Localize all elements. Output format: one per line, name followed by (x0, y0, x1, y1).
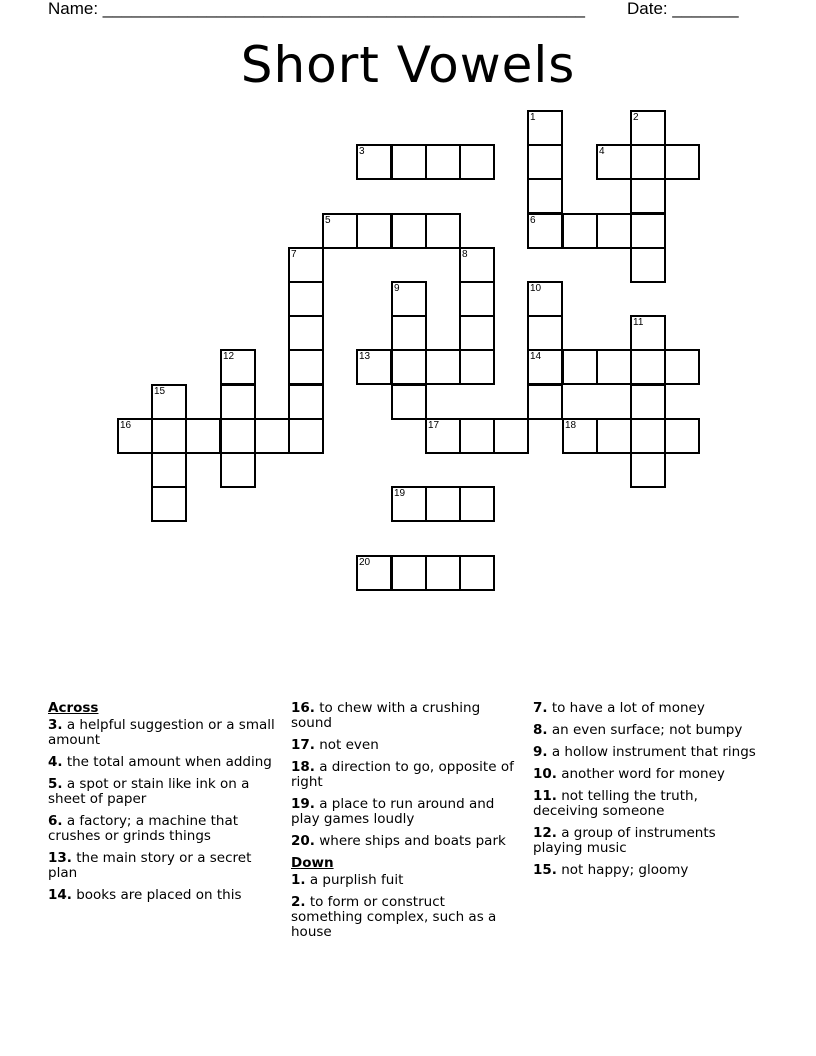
grid-cell[interactable] (425, 349, 461, 385)
clue-across-19: 19. a place to run around and play games loudly (291, 796, 495, 827)
grid-cell[interactable] (630, 213, 666, 249)
clues-column-1 (48, 701, 276, 910)
clue-down-7: 7. to have a lot of money (533, 700, 705, 716)
grid-cell[interactable] (562, 349, 598, 385)
grid-cell[interactable] (391, 144, 427, 180)
grid-cell[interactable] (288, 418, 324, 454)
grid-cell[interactable] (527, 315, 563, 351)
grid-cell[interactable] (562, 418, 598, 454)
clue-down-9: 9. a hollow instrument that rings (533, 744, 756, 760)
clue-across-17: 17. not even (291, 737, 379, 753)
grid-cell[interactable] (527, 110, 563, 146)
grid-cell[interactable] (425, 486, 461, 522)
grid-cell[interactable] (288, 384, 324, 420)
grid-cell[interactable] (391, 486, 427, 522)
clues-column-3 (533, 701, 765, 885)
clue-number: 20 (359, 557, 371, 568)
grid-cell[interactable] (459, 281, 495, 317)
grid-cell[interactable] (493, 418, 529, 454)
grid-cell[interactable] (664, 144, 700, 180)
grid-cell[interactable] (288, 247, 324, 283)
grid-cell[interactable] (151, 486, 187, 522)
grid-cell[interactable] (596, 349, 632, 385)
clue-number: 9 (394, 283, 400, 294)
grid-cell[interactable] (459, 144, 495, 180)
grid-cell[interactable] (356, 349, 392, 385)
clue-across-6: 6. a factory; a machine that crushes or grinds things (48, 813, 239, 844)
clue-down-1: 1. a purplish fuit (291, 872, 404, 888)
grid-cell[interactable] (459, 315, 495, 351)
grid-cell[interactable] (391, 555, 427, 591)
grid-cell[interactable] (220, 384, 256, 420)
clue-number: 7 (291, 249, 297, 260)
grid-cell[interactable] (322, 213, 358, 249)
clue-number: 4 (599, 146, 605, 157)
grid-cell[interactable] (151, 384, 187, 420)
grid-cell[interactable] (220, 418, 256, 454)
grid-cell[interactable] (425, 144, 461, 180)
grid-cell[interactable] (459, 247, 495, 283)
clue-across-3: 3. a helpful suggestion or a small amount (48, 717, 275, 748)
clue-number: 5 (325, 215, 331, 226)
grid-cell[interactable] (391, 281, 427, 317)
grid-cell[interactable] (459, 555, 495, 591)
clue-down-10: 10. another word for money (533, 766, 725, 782)
grid-cell[interactable] (356, 213, 392, 249)
clues-column-2 (291, 701, 519, 947)
grid-cell[interactable] (527, 281, 563, 317)
clue-number: 14 (530, 351, 542, 362)
grid-cell[interactable] (630, 418, 666, 454)
grid-cell[interactable] (527, 144, 563, 180)
grid-cell[interactable] (630, 452, 666, 488)
clue-number: 6 (530, 215, 536, 226)
grid-cell[interactable] (527, 349, 563, 385)
grid-cell[interactable] (630, 315, 666, 351)
grid-cell[interactable] (425, 418, 461, 454)
grid-cell[interactable] (664, 349, 700, 385)
clue-number: 10 (530, 283, 542, 294)
grid-cell[interactable] (356, 555, 392, 591)
clue-number: 11 (633, 317, 644, 328)
grid-cell[interactable] (527, 213, 563, 249)
grid-cell[interactable] (356, 144, 392, 180)
grid-cell[interactable] (527, 384, 563, 420)
down-heading: Down (291, 855, 334, 871)
clue-number: 18 (565, 420, 577, 431)
grid-cell[interactable] (630, 144, 666, 180)
grid-cell[interactable] (288, 315, 324, 351)
grid-cell[interactable] (459, 486, 495, 522)
clue-across-20: 20. where ships and boats park (291, 833, 506, 849)
grid-cell[interactable] (151, 418, 187, 454)
clue-number: 19 (394, 488, 406, 499)
date-field-label: Date: _______ (627, 0, 739, 18)
grid-cell[interactable] (596, 418, 632, 454)
grid-cell[interactable] (425, 213, 461, 249)
clue-number: 3 (359, 146, 365, 157)
grid-cell[interactable] (425, 555, 461, 591)
grid-cell[interactable] (151, 452, 187, 488)
grid-cell[interactable] (391, 349, 427, 385)
clue-across-18: 18. a direction to go, opposite of right (291, 759, 514, 790)
clue-across-14: 14. books are placed on this (48, 887, 242, 903)
clue-number: 8 (462, 249, 468, 260)
grid-cell[interactable] (459, 418, 495, 454)
grid-cell[interactable] (288, 349, 324, 385)
grid-cell[interactable] (562, 213, 598, 249)
grid-cell[interactable] (596, 144, 632, 180)
grid-cell[interactable] (459, 349, 495, 385)
grid-cell[interactable] (630, 247, 666, 283)
grid-cell[interactable] (288, 281, 324, 317)
across-heading: Across (48, 700, 99, 716)
clue-across-16: 16. to chew with a crushing sound (291, 700, 481, 731)
clue-across-5: 5. a spot or stain like ink on a sheet of paper (48, 776, 250, 807)
grid-cell[interactable] (630, 110, 666, 146)
grid-cell[interactable] (596, 213, 632, 249)
clue-down-8: 8. an even surface; not bumpy (533, 722, 743, 738)
clue-number: 1 (530, 112, 536, 123)
clue-down-12: 12. a group of instruments playing music (533, 825, 716, 856)
clue-number: 17 (428, 420, 440, 431)
clue-number: 15 (154, 386, 166, 397)
grid-cell[interactable] (220, 452, 256, 488)
grid-cell[interactable] (391, 213, 427, 249)
grid-cell[interactable] (220, 349, 256, 385)
grid-cell[interactable] (254, 418, 290, 454)
grid-cell[interactable] (664, 418, 700, 454)
clue-down-15: 15. not happy; gloomy (533, 862, 689, 878)
grid-cell[interactable] (527, 178, 563, 214)
clue-down-2: 2. to form or construct something complex, such as a house (291, 894, 497, 940)
clue-across-13: 13. the main story or a secret plan (48, 850, 252, 881)
name-field-label: Name: ___________________________________________________ (48, 0, 585, 18)
page-title: Short Vowels (240, 36, 576, 94)
clue-down-11: 11. not telling the truth, deceiving someone (533, 788, 698, 819)
grid-cell[interactable] (630, 178, 666, 214)
clue-number: 12 (223, 351, 235, 362)
clue-number: 13 (359, 351, 371, 362)
grid-cell[interactable] (117, 418, 153, 454)
clue-number: 16 (120, 420, 132, 431)
grid-cell[interactable] (391, 384, 427, 420)
grid-cell[interactable] (630, 384, 666, 420)
clue-across-4: 4. the total amount when adding (48, 754, 272, 770)
grid-cell[interactable] (391, 315, 427, 351)
grid-cell[interactable] (630, 349, 666, 385)
clue-number: 2 (633, 112, 639, 123)
grid-cell[interactable] (185, 418, 221, 454)
